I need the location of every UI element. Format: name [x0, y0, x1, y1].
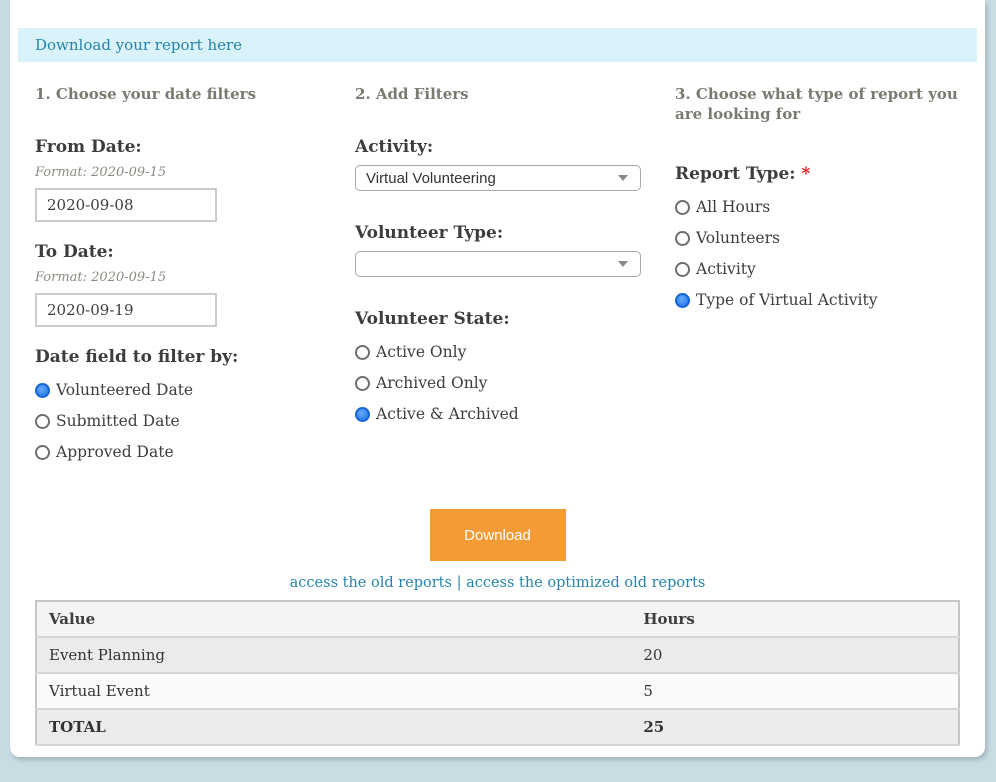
- radio-archived-only[interactable]: [355, 374, 675, 392]
- activity-label: Activity:: [355, 137, 434, 157]
- radio-icon-selected: [35, 383, 50, 398]
- optimized-old-reports-link[interactable]: access the optimized old reports: [466, 575, 706, 591]
- to-date-format-hint: Format: 2020-09-15: [35, 270, 167, 285]
- radio-label: Activity: [696, 260, 756, 278]
- cell-hours: 20: [631, 637, 959, 673]
- radio-approved-date[interactable]: [35, 443, 355, 461]
- date-field-filter-label: Date field to filter by:: [35, 347, 239, 367]
- table-row: [36, 673, 959, 709]
- cell-total-hours: 25: [631, 709, 959, 745]
- download-report-banner: [18, 28, 977, 62]
- report-card: [10, 0, 985, 757]
- report-type-label: [675, 164, 960, 185]
- radio-icon-selected: [355, 407, 370, 422]
- radio-label: Volunteered Date: [56, 381, 194, 399]
- cell-value: Virtual Event: [36, 673, 631, 709]
- cell-hours: 5: [631, 673, 959, 709]
- radio-activity[interactable]: [675, 260, 960, 278]
- download-button[interactable]: Download: [430, 509, 566, 561]
- activity-select[interactable]: [355, 165, 641, 191]
- volunteer-state-label: Volunteer State:: [355, 309, 510, 329]
- radio-label: Submitted Date: [56, 412, 180, 430]
- radio-icon: [35, 445, 50, 460]
- radio-icon: [675, 231, 690, 246]
- radio-submitted-date[interactable]: [35, 412, 355, 430]
- table-total-row: [36, 709, 959, 745]
- radio-label: Active Only: [376, 343, 467, 361]
- radio-icon: [355, 376, 370, 391]
- radio-active-and-archived[interactable]: [355, 405, 675, 423]
- date-filters-column: [35, 84, 355, 461]
- cell-value: Event Planning: [36, 637, 631, 673]
- radio-label: Active & Archived: [376, 405, 519, 423]
- to-date-input[interactable]: [35, 293, 217, 327]
- volunteer-type-select[interactable]: [355, 251, 641, 277]
- radio-icon: [35, 414, 50, 429]
- radio-label: Volunteers: [696, 229, 780, 247]
- report-form: [10, 62, 985, 746]
- radio-label: Approved Date: [56, 443, 174, 461]
- column-header-value: Value: [36, 601, 631, 637]
- radio-icon: [355, 345, 370, 360]
- radio-label: All Hours: [696, 198, 771, 216]
- radio-active-only[interactable]: [355, 343, 675, 361]
- from-date-format-hint: Format: 2020-09-15: [35, 165, 167, 180]
- hours-summary-table: [35, 600, 960, 746]
- radio-icon-selected: [675, 293, 690, 308]
- column-header-hours: Hours: [631, 601, 959, 637]
- from-date-label: From Date:: [35, 137, 142, 157]
- radio-icon: [675, 262, 690, 277]
- radio-icon: [675, 200, 690, 215]
- section-heading-report-type: 3. Choose what type of report you are looking for: [675, 85, 958, 123]
- radio-all-hours[interactable]: [675, 198, 960, 216]
- table-row: [36, 637, 959, 673]
- section-heading-add-filters: 2. Add Filters: [355, 85, 469, 103]
- report-type-label-text: Report Type:: [675, 164, 796, 184]
- link-separator: |: [456, 575, 462, 591]
- section-heading-date-filters: 1. Choose your date filters: [35, 85, 257, 103]
- activity-select-value: Virtual Volunteering: [366, 169, 496, 187]
- chevron-down-icon: [618, 175, 628, 181]
- table-header-row: [36, 601, 959, 637]
- old-reports-links: [35, 575, 960, 591]
- chevron-down-icon: [618, 261, 628, 267]
- add-filters-column: [355, 84, 675, 461]
- volunteer-type-label: Volunteer Type:: [355, 223, 504, 243]
- from-date-input[interactable]: [35, 188, 217, 222]
- to-date-label: To Date:: [35, 242, 114, 262]
- radio-volunteered-date[interactable]: [35, 381, 355, 399]
- required-asterisk: *: [801, 164, 811, 184]
- old-reports-link[interactable]: access the old reports: [289, 575, 452, 591]
- radio-volunteers[interactable]: [675, 229, 960, 247]
- radio-label: Type of Virtual Activity: [696, 291, 878, 309]
- download-report-link[interactable]: Download your report here: [35, 36, 243, 54]
- radio-label: Archived Only: [376, 374, 488, 392]
- radio-type-of-virtual-activity[interactable]: [675, 291, 960, 309]
- cell-total-label: TOTAL: [36, 709, 631, 745]
- report-type-column: [675, 84, 960, 461]
